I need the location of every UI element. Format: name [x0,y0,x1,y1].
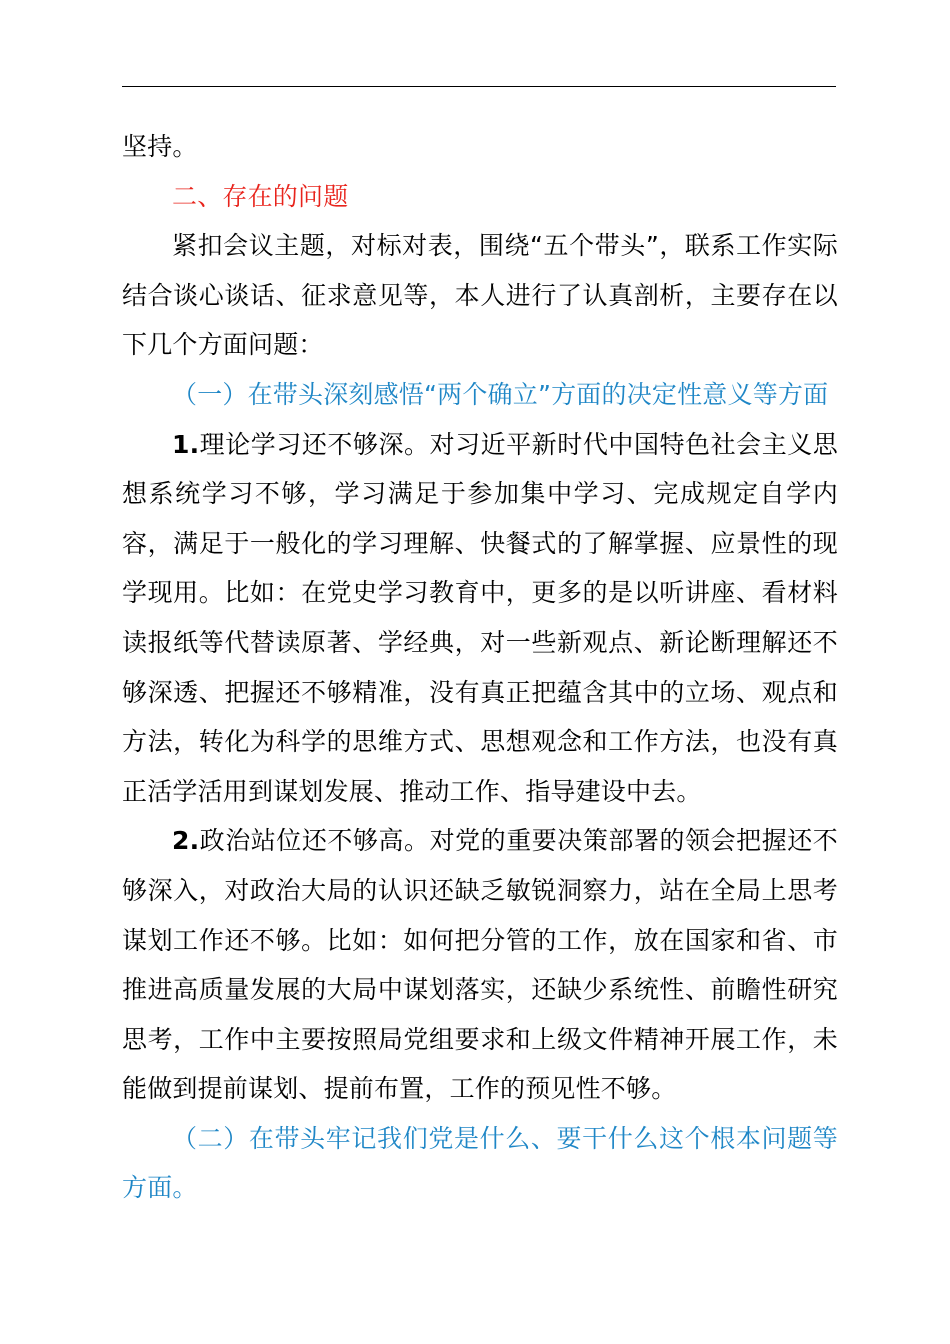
point-number: 2. [172,826,200,856]
paragraph-continuation: 坚持。 [122,132,198,161]
point-text: 政治站位还不够高。对党的重要决策部署的领会把握还不够深入，对政治大局的认识还缺乏敏锐洞察力，站在全局上思考谋划工作还不够。比如：如何把分管的工作，放在国家和省、市推进高质量发展的大局中谋划落实，还缺少系统性、前瞻性研究思考，工作中主要按照局党组要求和上级文件精神开展工作，未能做到提前谋划、提前布置，工作的预见性不够。 [122,826,838,1104]
point-number: 1. [172,429,200,459]
point-text: 理论学习还不够深。对习近平新时代中国特色社会主义思想系统学习不够，学习满足于参加集中学习、完成规定自学内容，满足于一般化的学习理解、快餐式的了解掌握、应景性的现学现用。比如：在党史学习教育中，更多的是以听讲座、看材料读报纸等代替读原著、学经典，对一些新观点、新论断理解还不够深透、把握还不够精准，没有真正把蕴含其中的立场、观点和方法，转化为科学的思维方式、思想观念和工作方法，也没有真正活学活用到谋划发展、推动工作、指导建设中去。 [122,429,838,806]
paragraph-point-2 [122,816,838,1114]
paragraph-intro: 紧扣会议主题，对标对表，围绕“五个带头”，联系工作实际结合谈心谈话、征求意见等，本人进行了认真剖析，主要存在以下几个方面问题： [122,231,838,360]
header-rule [122,86,836,87]
document-body [122,122,838,1213]
subheading-two: （二）在带头牢记我们党是什么、要干什么这个根本问题等方面。 [122,1123,838,1203]
subheading-one: （一）在带头深刻感悟“两个确立”方面的决定性意义等方面 [172,379,829,409]
paragraph-point-1 [122,420,838,817]
section-heading-problems: 二、存在的问题 [172,181,349,211]
